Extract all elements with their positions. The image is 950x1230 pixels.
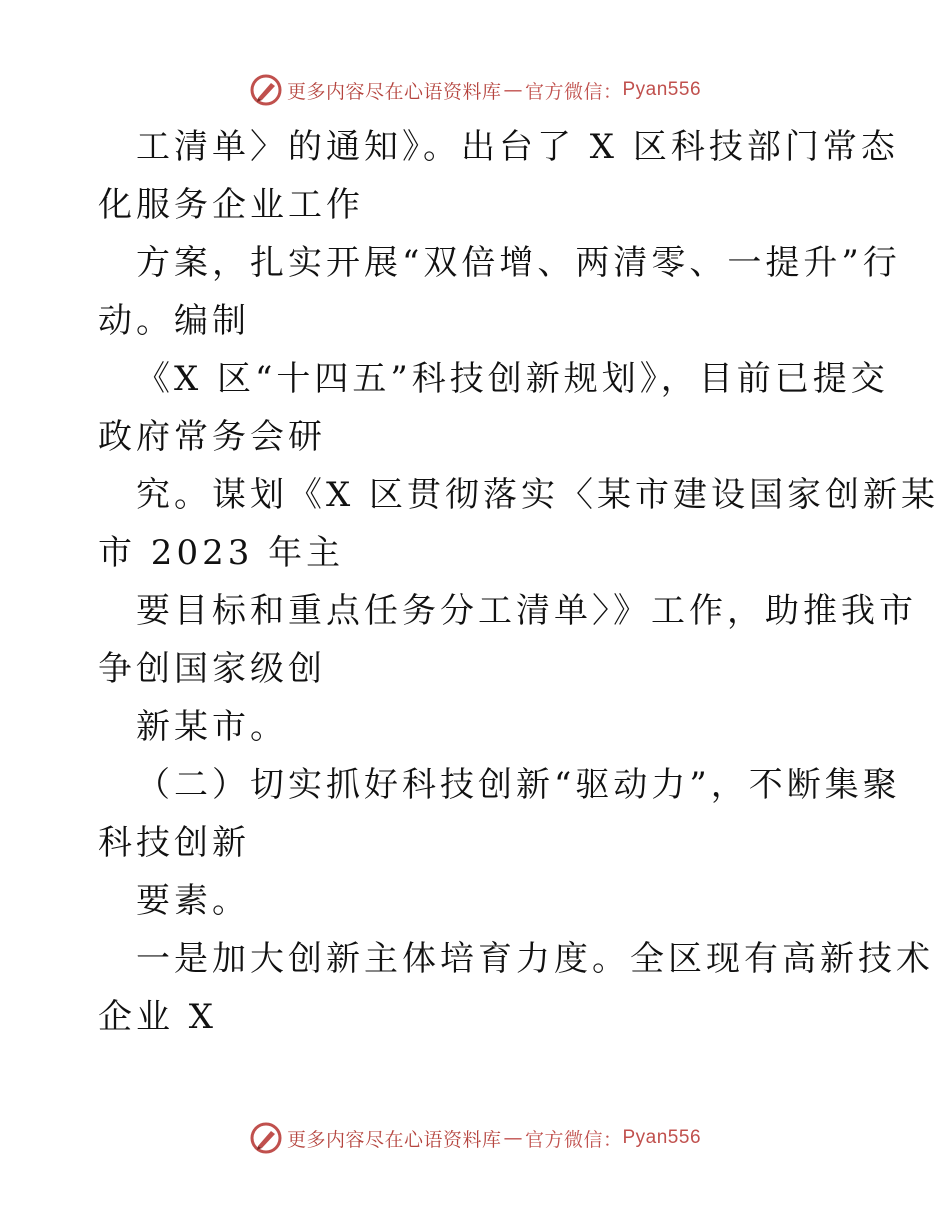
text-line: 要目标和重点任务分工清单〉》工作，助推我市 [136, 591, 917, 631]
text-line: 要素。 [136, 881, 250, 921]
text-line: 市 2023 年主 [98, 533, 345, 573]
text-line: 争创国家级创 [98, 649, 326, 689]
watermark-id: Pyan556 [622, 1127, 702, 1148]
text-line: 新某市。 [136, 707, 288, 747]
text-line: 究。谋划《X 区贯彻落实〈某市建设国家创新某 [136, 475, 940, 515]
text-line: 方案，扎实开展“双倍增、两清零、一提升”行 [136, 243, 901, 283]
watermark-label: 官方微信： [524, 1128, 623, 1151]
text-line: 《X 区“十四五”科技创新规划》，目前已提交 [136, 359, 889, 399]
text-line: 动。编制 [98, 301, 250, 341]
watermark-text: 更多内容尽在心语资料库 [286, 80, 502, 103]
pen-logo-icon [249, 1121, 283, 1155]
watermark-separator: — [503, 1127, 523, 1149]
text-line: 化服务企业工作 [98, 185, 364, 225]
text-line: 政府常务会研 [98, 417, 326, 457]
text-line: （二）切实抓好科技创新“驱动力”，不断集聚 [136, 765, 901, 805]
header-watermark [0, 70, 950, 110]
watermark-label: 官方微信： [524, 80, 623, 103]
text-line: 企业 X [98, 997, 218, 1037]
text-line: 一是加大创新主体培育力度。全区现有高新技术 [136, 939, 934, 979]
text-line: 科技创新 [98, 823, 250, 863]
watermark-id: Pyan556 [622, 79, 702, 100]
document-body [98, 118, 940, 1046]
text-line: 工清单〉的通知》。出台了 X 区科技部门常态 [136, 127, 899, 167]
pen-logo-icon [249, 73, 283, 107]
footer-watermark [0, 1118, 950, 1158]
watermark-text: 更多内容尽在心语资料库 [286, 1128, 502, 1151]
watermark-separator: — [503, 79, 523, 101]
